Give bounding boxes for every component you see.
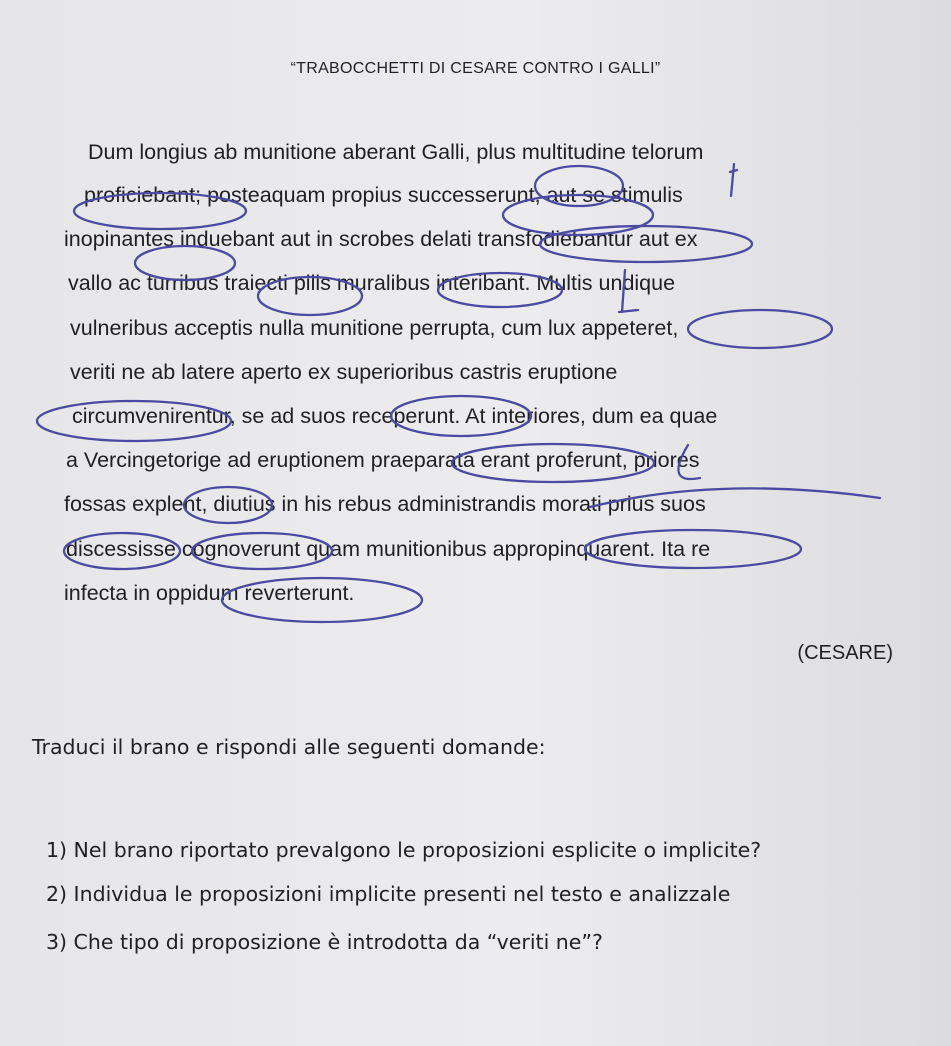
latin-line: infecta in oppidum reverterunt. <box>64 581 355 605</box>
question-item: 1) Nel brano riportato prevalgono le proposizioni esplicite o implicite? <box>46 838 762 862</box>
latin-line: vulneribus acceptis nulla munitione perrupta, cum lux appeteret, <box>70 316 679 340</box>
circle-appeteret <box>688 310 832 348</box>
latin-line: proficiebant; posteaquam propius successerunt, aut se stimulis <box>84 183 683 207</box>
latin-line: fossas explent, diutius in his rebus administrandis morati prius suos <box>64 492 706 516</box>
page-title: “TRABOCCHETTI DI CESARE CONTRO I GALLI” <box>290 60 661 77</box>
mark-galli <box>730 164 737 196</box>
latin-line: vallo ac turribus traiecti pilis muralibus interibant. Multis undique <box>68 271 676 295</box>
author-attribution: (CESARE) <box>797 642 893 664</box>
latin-line: a Vercingetorige ad eruptionem praeparata erant proferunt, priores <box>66 448 700 472</box>
latin-line: veriti ne ab latere aperto ex superioribus castris eruptione <box>70 360 618 384</box>
latin-line: Dum longius ab munitione aberant Galli, plus multitudine telorum <box>88 140 704 164</box>
question-item: 2) Individua le proposizioni implicite presenti nel testo e analizzale <box>46 882 731 906</box>
latin-line: circumvenirentur, se ad suos receperunt. At interiores, dum ea quae <box>72 404 718 428</box>
instructions: Traduci il brano e rispondi alle seguenti domande: <box>32 735 546 759</box>
question-item: 3) Che tipo di proposizione è introdotta da “veriti ne”? <box>46 930 603 954</box>
latin-line: inopinantes induebant aut in scrobes delati transfodiebantur aut ex <box>64 227 698 251</box>
latin-line: discessisse cognoverunt quam munitionibus appropinquarent. Ita re <box>66 537 711 561</box>
